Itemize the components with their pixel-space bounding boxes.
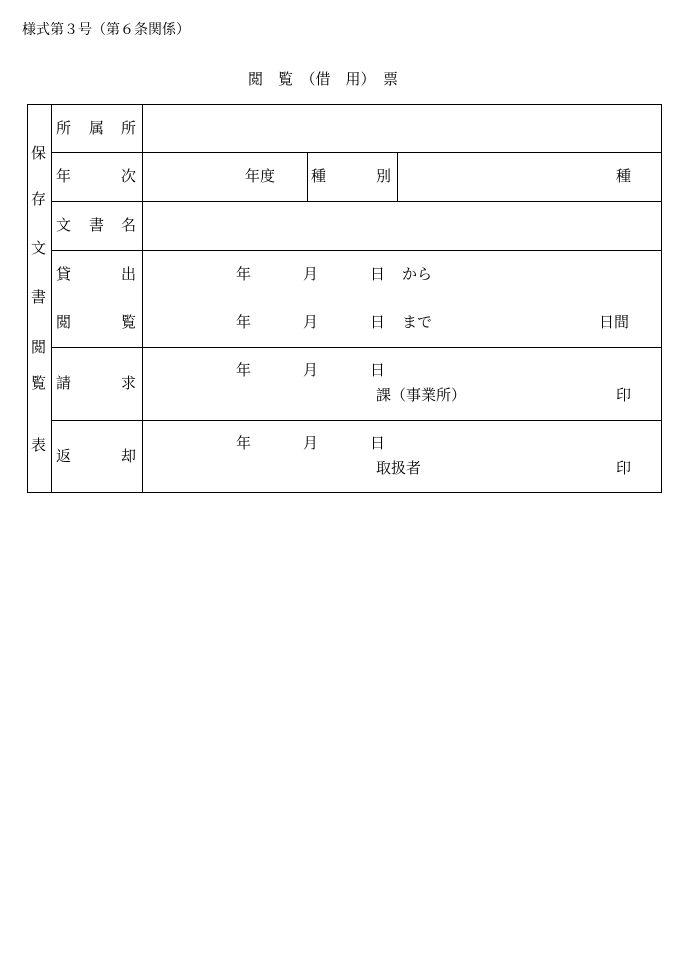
viewing-day-unit: 日 [370, 313, 386, 331]
side-label-char: 文 [31, 239, 47, 257]
request-seal: 印 [616, 386, 632, 404]
type-label-char: 別 [376, 167, 392, 185]
viewing-days-unit: 日間 [599, 313, 630, 331]
loan-year-unit: 年 [236, 265, 252, 283]
fiscal-year-unit: 年度 [245, 167, 276, 185]
loan-suffix: から [402, 265, 433, 283]
row-label-char: 年 [56, 167, 72, 185]
return-year-unit: 年 [236, 434, 252, 452]
request-year-unit: 年 [236, 361, 252, 379]
type-label-char: 種 [311, 167, 327, 185]
row-label-char: 所 [121, 119, 137, 137]
row-label-char: 返 [56, 447, 72, 465]
return-month-unit: 月 [303, 434, 319, 452]
request-field[interactable] [144, 349, 660, 419]
form-number: 様式第３号（第６条関係） [22, 22, 190, 38]
return-day-unit: 日 [370, 434, 386, 452]
side-label-char: 書 [31, 288, 47, 306]
row-label-char: 貸 [56, 265, 72, 283]
row-label-char: 却 [121, 447, 137, 465]
type-unit: 種 [616, 167, 632, 185]
side-label-char: 覧 [31, 374, 47, 392]
row-label-char: 求 [121, 374, 137, 392]
row-label-char: 請 [56, 374, 72, 392]
return-handler: 取扱者 [376, 459, 422, 477]
row-label-char: 文 [56, 216, 72, 234]
request-department: 課（事業所） [376, 386, 467, 404]
affiliation-field[interactable] [144, 106, 660, 151]
request-day-unit: 日 [370, 361, 386, 379]
row-label-char: 書 [89, 216, 105, 234]
return-seal: 印 [616, 459, 632, 477]
fiscal-year-field[interactable] [144, 154, 306, 199]
side-label-char: 存 [31, 190, 47, 208]
request-month-unit: 月 [303, 361, 319, 379]
row-label-char: 閲 [56, 313, 72, 331]
loan-month-unit: 月 [303, 265, 319, 283]
side-label-char: 閲 [31, 338, 47, 356]
viewing-month-unit: 月 [303, 313, 319, 331]
row-label-char: 所 [56, 119, 72, 137]
row-label-char: 次 [121, 167, 137, 185]
side-label-char: 表 [31, 436, 47, 454]
row-label-char: 名 [121, 216, 137, 234]
viewing-year-unit: 年 [236, 313, 252, 331]
row-label-char: 属 [89, 119, 105, 137]
row-label-char: 覧 [121, 313, 137, 331]
loan-day-unit: 日 [370, 265, 386, 283]
page-title: 閲 覧 （借 用） 票 [248, 70, 399, 88]
side-label-char: 保 [31, 144, 47, 162]
row-label-char: 出 [121, 265, 137, 283]
return-field[interactable] [144, 422, 660, 491]
document-name-field[interactable] [144, 203, 660, 249]
viewing-suffix: まで [402, 313, 433, 331]
